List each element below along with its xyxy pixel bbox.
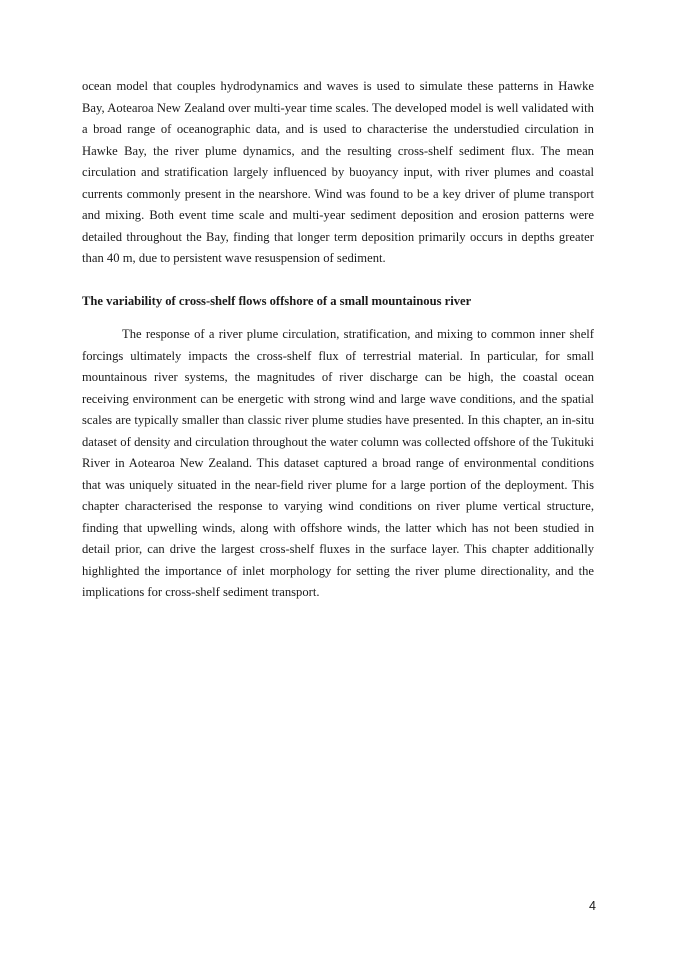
page-content <box>82 76 594 604</box>
body-paragraph-continued: ocean model that couples hydrodynamics and waves is used to simulate these patterns in Hawke Bay, Aotearoa New Zealand over multi-year time scales. The developed model is well validated with a broad range of oceanographic data, and is used to characterise the understudied circulation in Hawke Bay, the river plume dynamics, and the resulting cross-shelf sediment flux. The mean circulation and stratification largely influenced by buoyancy input, with river plumes and coastal currents commonly present in the nearshore. Wind was found to be a key driver of plume transport and mixing. Both event time scale and multi-year sediment deposition and erosion patterns were detailed throughout the Bay, finding that longer term deposition primarily occurs in depths greater than 40 m, due to persistent wave resuspension of sediment. <box>82 79 594 265</box>
body-paragraph-section: The response of a river plume circulation, stratification, and mixing to common inner shelf forcings ultimately impacts the cross-shelf flux of terrestrial material. In particular, for small mountainous river systems, the magnitudes of river discharge can be high, the coastal ocean receiving environment can be energetic with strong wind and large wave conditions, and the spatial scales are typically smaller than classic river plume studies have presented. In this chapter, an in-situ dataset of density and circulation throughout the water column was collected offshore of the Tukituki River in Aotearoa New Zealand. This dataset captured a broad range of environmental conditions that was uniquely situated in the near-field river plume for a large portion of the deployment. This chapter characterised the response to varying wind conditions on river plume vertical structure, finding that upwelling winds, along with offshore winds, the latter which has not been studied in detail prior, can drive the largest cross-shelf fluxes in the surface layer. This chapter additionally highlighted the importance of inlet morphology for setting the river plume directionality, and the implications for cross-shelf sediment transport. <box>82 327 594 599</box>
section-heading: The variability of cross-shelf flows offshore of a small mountainous river <box>82 293 472 308</box>
page-number: 4 <box>589 899 596 913</box>
